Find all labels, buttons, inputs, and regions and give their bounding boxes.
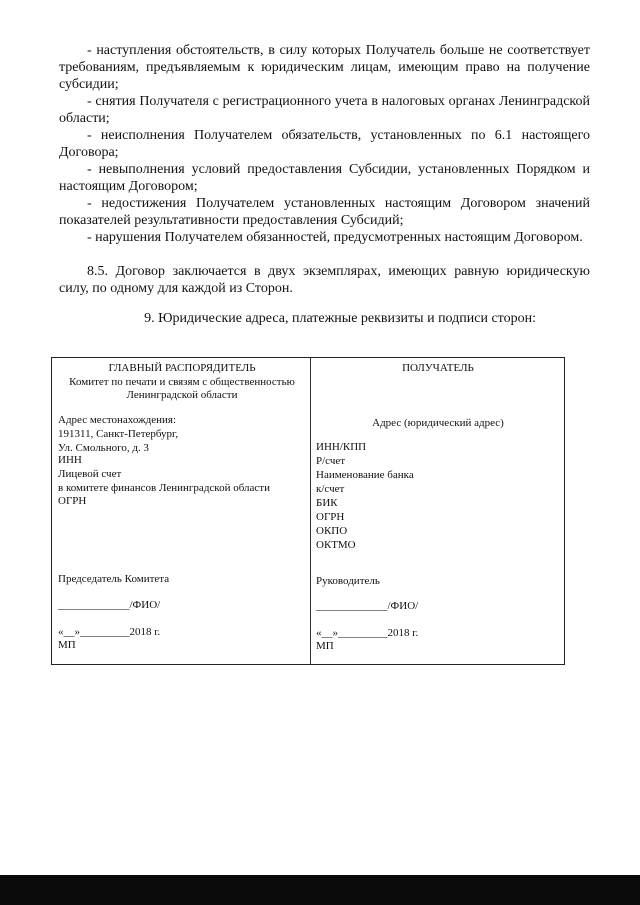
grantor-column [58,358,306,664]
grantor-inn: ИНН [58,454,82,466]
clause-item-2: - снятия Получателя с регистрационного учета в налоговых органах Ленинградской области; [59,94,590,126]
recipient-signer: Руководитель [316,575,380,587]
clause-item-6: - нарушения Получателем обязанностей, предусмотренных настоящим Договором. [87,230,583,245]
clause-item-4: - невыполнения условий предоставления Субсидии, установленных Порядком и настоящим Договором; [59,162,590,194]
clause-item-3: - неисполнения Получателем обязательств, установленных по 6.1 настоящего Договора; [59,128,590,160]
section-heading-text: 9. Юридические адреса, платежные реквизиты и подписи сторон: [144,311,536,326]
recipient-column [316,358,560,664]
grantor-account-place: в комитете финансов Ленинградской области [58,482,270,494]
recipient-ogrn: ОГРН [316,511,345,523]
grantor-signer: Председатель Комитета [58,573,170,585]
recipient-corr-account: к/счет [316,483,345,495]
requisites-table [51,357,565,665]
grantor-account: Лицевой счет [58,468,122,480]
grantor-title: ГЛАВНЫЙ РАСПОРЯДИТЕЛЬ [108,362,256,374]
column-divider [310,358,311,664]
recipient-oktmo: ОКТМО [316,539,356,551]
scan-bottom-edge [0,875,640,905]
recipient-stamp: МП [316,640,334,652]
grantor-org: Комитет по печати и связям с общественностью Ленинградской области [69,376,295,401]
recipient-bik: БИК [316,497,338,509]
grantor-sign-line: _____________/ФИО/ [58,599,161,611]
recipient-inn-kpp: ИНН/КПП [316,441,367,453]
recipient-okpo: ОКПО [316,525,348,537]
recipient-title: ПОЛУЧАТЕЛЬ [402,362,474,374]
section-heading [59,310,590,327]
clause-item-1: - наступления обстоятельств, в силу которых Получатель больше не соответствует требованиям, предъявляемым к юридическим лицам, имеющим право на получение субсидии; [59,43,590,92]
grantor-address-street: Ул. Смольного, д. 3 [58,442,149,454]
grantor-stamp: МП [58,639,76,651]
grantor-ogrn: ОГРН [58,495,87,507]
recipient-address-title: Адрес (юридический адрес) [372,417,504,429]
grantor-address-zip-city: 191311, Санкт-Петербург, [58,428,179,440]
clause-8-5: 8.5. Договор заключается в двух экземплярах, имеющих равную юридическую силу, по одному для каждой из Сторон. [59,264,590,296]
recipient-date-line: «__»_________2018 г. [316,627,419,639]
recipient-bank-name: Наименование банка [316,469,414,481]
grantor-address-label: Адрес местонахождения: [58,414,177,426]
grantor-date-line: «__»_________2018 г. [58,626,161,638]
recipient-sign-line: _____________/ФИО/ [316,600,419,612]
recipient-settlement-account: Р/счет [316,455,346,467]
clause-item-5: - недостижения Получателем установленных настоящим Договором значений показателей результативности предоставления Субсидий; [59,196,590,228]
